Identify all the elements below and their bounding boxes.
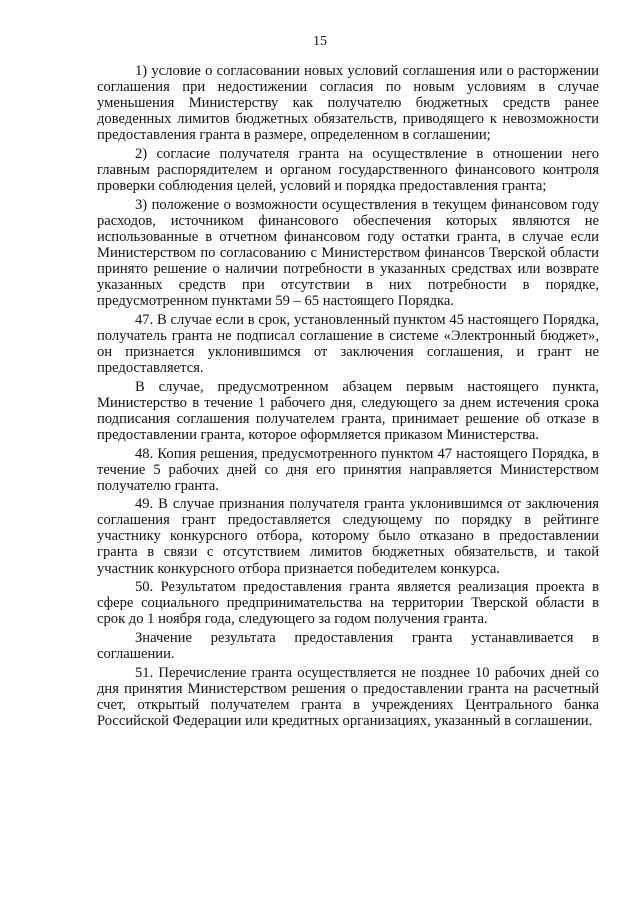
paragraph-clause-50: 50. Результатом предоставления гранта является реализация проекта в сфере социального предпринимательства на территории Тверской области в срок до 1 ноября года, следующего за годом получения гранта. bbox=[97, 579, 599, 628]
paragraph-subitem-1: 1) условие о согласовании новых условий соглашения или о расторжении соглашения при недостижении согласия по новым условиям в случае уменьшения Министерству как получателю бюджетных средств ранее доведенных лимитов бюджетных обязательств, приводящего к невозможности предоставления гранта в размере, определенном в соглашении; bbox=[97, 63, 599, 144]
paragraph-clause-50-second: Значение результата предоставления гранта устанавливается в соглашении. bbox=[97, 630, 599, 663]
paragraph-subitem-2: 2) согласие получателя гранта на осуществление в отношении него главным распорядителем и органом государственного финансового контроля проверки соблюдения целей, условий и порядка предоставления гранта; bbox=[97, 145, 599, 195]
paragraph-clause-48: 48. Копия решения, предусмотренного пунктом 47 настоящего Порядка, в течение 5 рабочих дней со дня его принятия направляется Министерством получателю гранта. bbox=[97, 445, 599, 494]
paragraph-clause-47: 47. В случае если в срок, установленный пунктом 45 настоящего Порядка, получатель гранта не подписал соглашение в системе «Электронный бюджет», он признается уклонившимся от заключения соглашения, и грант не предоставляется. bbox=[97, 311, 599, 376]
paragraph-clause-47-second: В случае, предусмотренном абзацем первым настоящего пункта, Министерство в течение 1 рабочего дня, следующего за днем истечения срока подписания соглашения получателем гранта, принимает решение об отказе в предоставлении гранта, которое оформляется приказом Министерства. bbox=[97, 378, 599, 443]
paragraph-clause-51: 51. Перечисление гранта осуществляется не позднее 10 рабочих дней со дня принятия Министерством решения о предоставлении гранта на расчетный счет, открытый получателем гранта в учреждениях Центрального банка Российской Федерации или кредитных организациях, указанный в соглашении. bbox=[97, 664, 599, 730]
page-number: 15 bbox=[313, 34, 327, 49]
paragraph-subitem-3: 3) положение о возможности осуществления в текущем финансовом году расходов, источником финансового обеспечения которых являются не использованные в отчетном финансовом году остатки гранта, в случае если Министерством по согласованию с Министерством финансов Тверской области принято решение о наличии потребности в указанных средствах или возврате указанных средств при отсутствии в них потребности в порядке, предусмотренном пунктами 59 – 65 настоящего Порядка. bbox=[97, 196, 599, 310]
document-body bbox=[97, 63, 599, 729]
paragraph-clause-49: 49. В случае признания получателя гранта уклонившимся от заключения соглашения грант предоставляется следующему по порядку в рейтинге участнику конкурсного отбора, которому было отказано в предоставлении гранта в связи с отсутствием лимитов бюджетных обязательств, и такой участник конкурсного отбора признается победителем конкурса. bbox=[97, 496, 599, 577]
